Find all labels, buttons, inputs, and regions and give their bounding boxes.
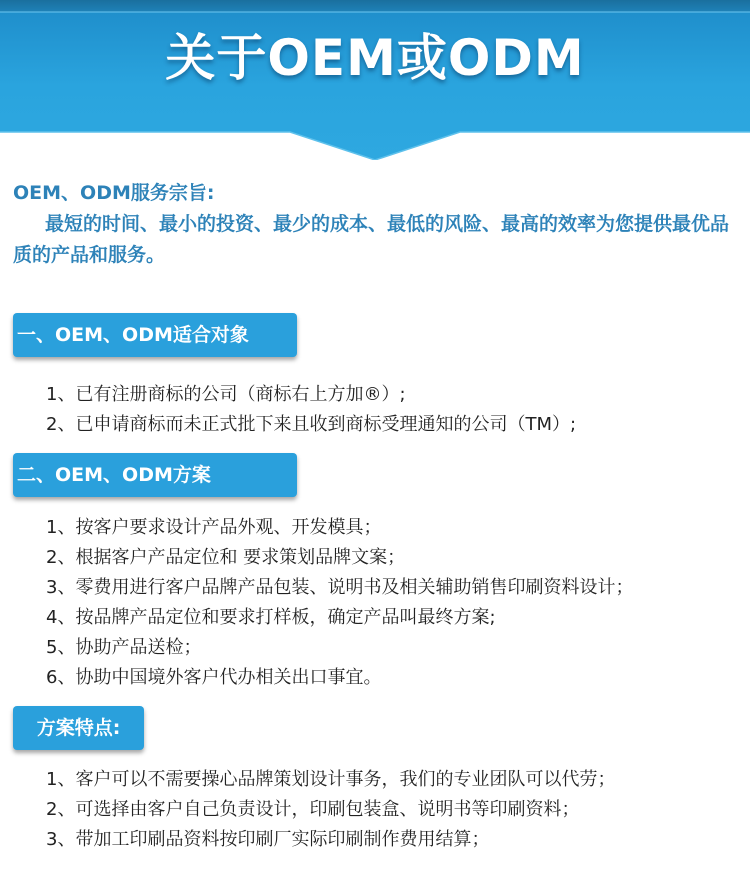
list-item: 6、协助中国境外客户代办相关出口事宜。: [46, 667, 382, 688]
list-item: 1、按客户要求设计产品外观、开发模具；: [46, 517, 382, 538]
section-title-features: 方案特点:: [13, 706, 144, 750]
page-title: 关于OEM或ODM: [165, 29, 585, 87]
intro-block: [13, 178, 738, 271]
list-item: 3、零费用进行客户品牌产品包装、说明书及相关辅助销售印刷资料设计；: [46, 577, 634, 598]
solution-list: [46, 513, 633, 693]
intro-body: 最短的时间、最小的投资、最少的成本、最低的风险、最高的效率为您提供最优品质的产品和服务。: [13, 213, 730, 266]
intro-heading: OEM、ODM服务宗旨:: [13, 182, 215, 204]
section-title-suitable-clients: 一、OEM、ODM适合对象: [13, 313, 297, 357]
section-title-solution: 二、OEM、ODM方案: [13, 453, 297, 497]
features-list: [46, 765, 615, 855]
list-item: 5、协助产品送检；: [46, 637, 202, 658]
list-item: 1、已有注册商标的公司（商标右上方加®）;: [46, 384, 406, 405]
list-item: 2、可选择由客户自己负责设计，印刷包装盒、说明书等印刷资料；: [46, 799, 580, 820]
suitable-clients-list: [46, 380, 576, 440]
list-item: 1、客户可以不需要操心品牌策划设计事务，我们的专业团队可以代劳；: [46, 769, 616, 790]
header-banner: [0, 0, 750, 160]
list-item: 2、已申请商标而未正式批下来且收到商标受理通知的公司（TM）;: [46, 414, 577, 435]
list-item: 4、按品牌产品定位和要求打样板，确定产品叫最终方案;: [46, 607, 496, 628]
list-item: 3、带加工印刷品资料按印刷厂实际印刷制作费用结算；: [46, 829, 490, 850]
list-item: 2、根据客户产品定位和 要求策划品牌文案；: [46, 547, 406, 568]
